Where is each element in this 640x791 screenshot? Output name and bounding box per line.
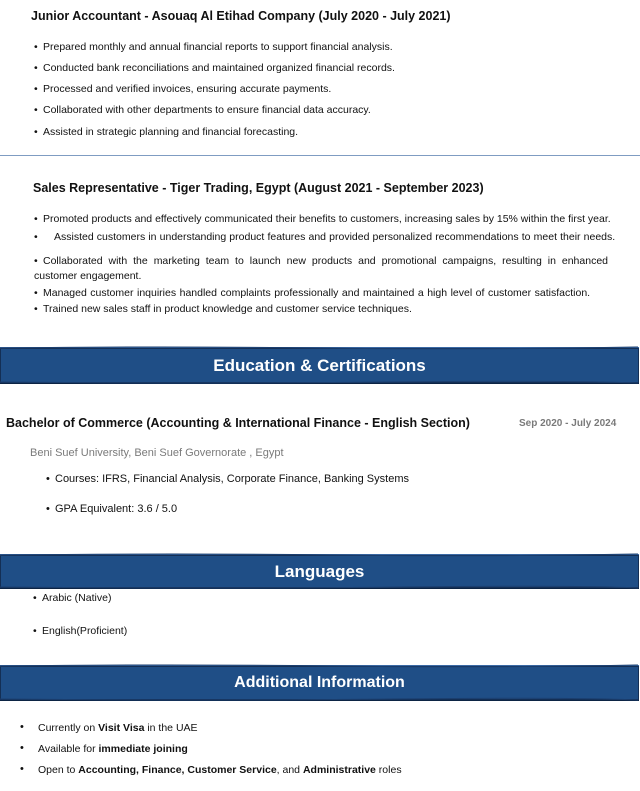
list-item: • Arabic (Native) bbox=[33, 592, 111, 604]
degree-title: Bachelor of Commerce (Accounting & International Finance - English Section) bbox=[6, 416, 470, 430]
list-item: • Promoted products and effectively communicated their benefits to customers, increasing sales by 15% within the first year. bbox=[34, 213, 611, 225]
school-name: Beni Suef University, Beni Suef Governorate , Egypt bbox=[30, 447, 284, 459]
list-item: • Collaborated with other departments to ensure financial data accuracy. bbox=[34, 104, 371, 116]
list-item: Available for immediate joining bbox=[38, 743, 188, 755]
list-item: • Processed and verified invoices, ensuring accurate payments. bbox=[34, 83, 331, 95]
list-item: • Assisted in strategic planning and financial forecasting. bbox=[34, 126, 298, 138]
list-item: • English(Proficient) bbox=[33, 625, 127, 637]
list-item: • Managed customer inquiries handled complaints professionally and maintained a high level of customer satisfaction. bbox=[34, 287, 590, 299]
list-item: Currently on Visit Visa in the UAE bbox=[38, 722, 198, 734]
list-item: • Assisted customers in understanding product features and provided personalized recommendations to meet their needs. bbox=[34, 231, 615, 243]
additional-section-banner bbox=[0, 666, 639, 700]
languages-section-banner bbox=[0, 555, 639, 588]
education-section-banner bbox=[0, 348, 639, 383]
list-item: Open to Accounting, Finance, Customer Service, and Administrative roles bbox=[38, 764, 402, 776]
list-item: • Conducted bank reconciliations and maintained organized financial records. bbox=[34, 62, 395, 74]
list-item: • GPA Equivalent: 3.6 / 5.0 bbox=[46, 503, 177, 515]
list-item: • Trained new sales staff in product knowledge and customer service techniques. bbox=[34, 303, 412, 315]
list-item: • Courses: IFRS, Financial Analysis, Corporate Finance, Banking Systems bbox=[46, 473, 409, 485]
list-item: • Collaborated with the marketing team to launch new products and promotional campaigns, resulting in enhanced customer engagement. bbox=[34, 254, 608, 284]
bullet-icon: • bbox=[20, 742, 24, 754]
section-heading: Additional Information bbox=[234, 674, 405, 691]
degree-dates: Sep 2020 - July 2024 bbox=[519, 418, 617, 429]
bullet-icon: • bbox=[20, 763, 24, 775]
job-title: Sales Representative - Tiger Trading, Egypt (August 2021 - September 2023) bbox=[33, 181, 484, 195]
job-title: Junior Accountant - Asouaq Al Etihad Company (July 2020 - July 2021) bbox=[31, 9, 451, 23]
list-item: • Prepared monthly and annual financial reports to support financial analysis. bbox=[34, 41, 393, 53]
section-divider bbox=[0, 155, 640, 156]
section-heading: Education & Certifications bbox=[213, 356, 426, 375]
section-heading: Languages bbox=[274, 562, 365, 581]
bullet-icon: • bbox=[20, 721, 24, 733]
